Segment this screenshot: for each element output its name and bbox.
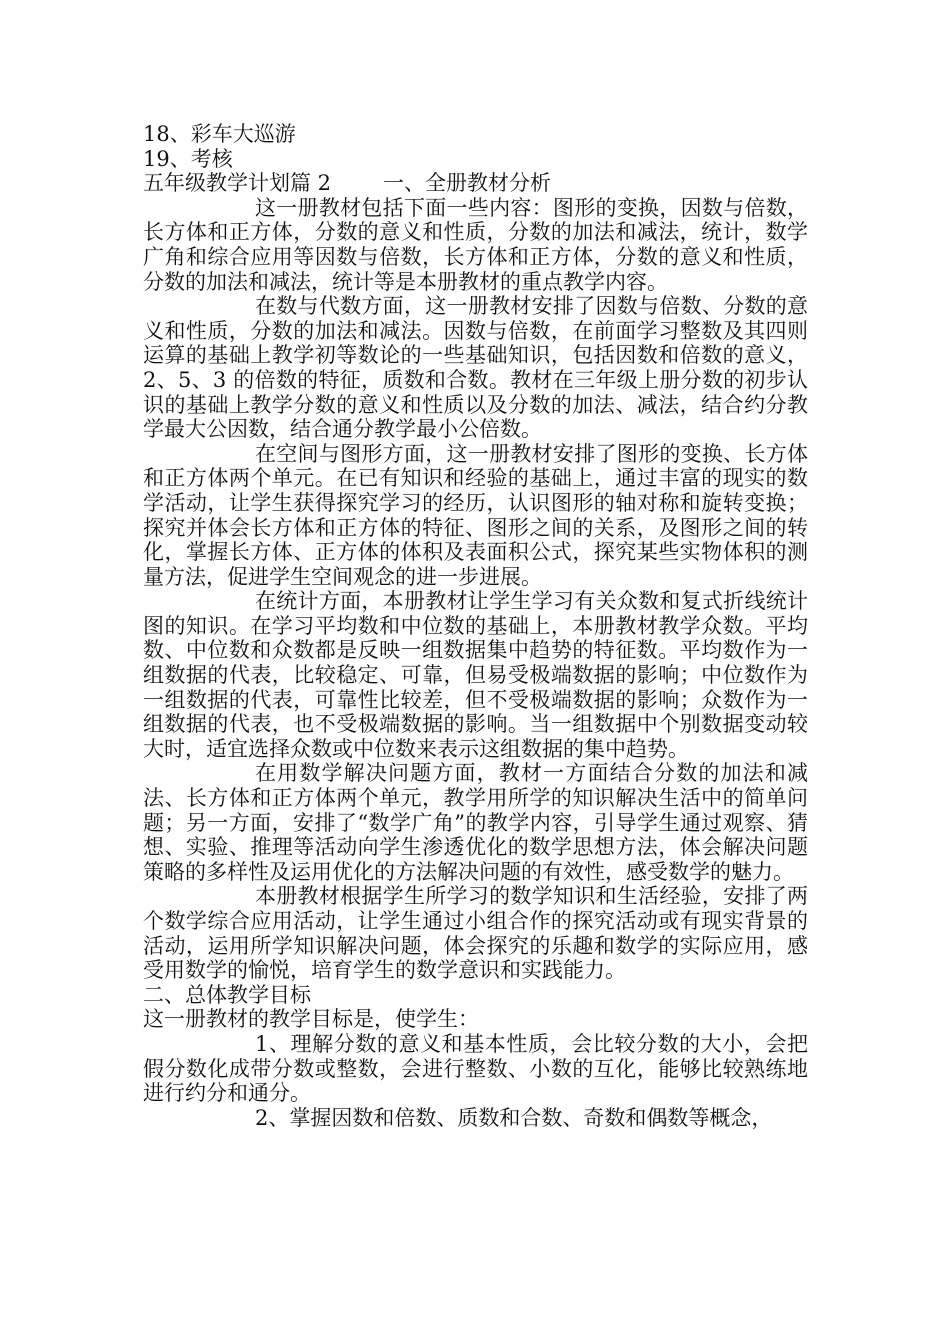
paragraph: 本册教材根据学生所学习的数学知识和生活经验，安排了两个数学综合应用活动，让学生通过小组合作的探究活动或有现实背景的活动，运用所学知识解决问题，体会探究的乐趣和数学的实际应用，感受用数学的愉悦，培育学生的数学意识和实践能力。 [143, 884, 808, 983]
goal-item: 1、理解分数的意义和基本性质，会比较分数的大小，会把假分数化成带分数或整数，会进行整数、小数的互化，能够比较熟练地进行约分和通分。 [143, 1031, 808, 1106]
paragraph: 这一册教材包括下面一些内容：图形的变换，因数与倍数，长方体和正方体，分数的意义和性质，分数的加法和减法，统计，数学广角和综合应用等因数与倍数，长方体和正方体，分数的意义和性质，分数的加法和减法，统计等是本册教材的重点教学内容。 [143, 195, 808, 294]
section-heading: 二、总体教学目标 [143, 982, 311, 1007]
paragraph: 在数与代数方面，这一册教材安排了因数与倍数、分数的意义和性质，分数的加法和减法。因数与倍数，在前面学习整数及其四则运算的基础上教学初等数论的一些基础知识，包括因数和倍数的意义，2、5、3 的倍数的特征，质数和合数。教材在三年级上册分数的初步认识的基础上教学分数的意义和性质以及分数的加法、减法，结合约分教学最大公因数，结合通分教学最小公倍数。 [143, 294, 808, 442]
document-body [143, 122, 808, 1130]
list-item: 19、考核 [143, 146, 233, 171]
paragraph: 在统计方面，本册教材让学生学习有关众数和复式折线统计图的知识。在学习平均数和中位数的基础上，本册教材教学众数。平均数、中位数和众数都是反映一组数据集中趋势的特征数。平均数作为一组数据的代表，比较稳定、可靠，但易受极端数据的影响；中位数作为一组数据的代表，可靠性比较差，但不受极端数据的影响；众数作为一组数据的代表，也不受极端数据的影响。当一组数据中个别数据变动较大时，适宜选择众数或中位数来表示这组数据的集中趋势。 [143, 589, 808, 761]
paragraph: 在空间与图形方面，这一册教材安排了图形的变换、长方体和正方体两个单元。在已有知识和经验的基础上，通过丰富的现实的数学活动，让学生获得探究学习的经历，认识图形的轴对称和旋转变换；探究并体会长方体和正方体的特征、图形之间的关系，及图形之间的转化，掌握长方体、正方体的体积及表面积公式，探究某些实物体积的测量方法，促进学生空间观念的进一步进展。 [143, 441, 808, 589]
goal-item: 2、掌握因数和倍数、质数和合数、奇数和偶数等概念， [255, 1105, 773, 1130]
section-intro: 这一册教材的教学目标是，使学生： [143, 1007, 479, 1032]
list-item: 18、彩车大巡游 [143, 122, 296, 146]
plan-title: 五年级教学计划篇 2 [143, 171, 332, 196]
paragraph: 在用数学解决问题方面，教材一方面结合分数的加法和减法、长方体和正方体两个单元，教学用所学的知识解决生活中的简单问题；另一方面，安排了“数学广角”的教学内容，引导学生通过观察、猜想、实验、推理等活动向学生渗透优化的数学思想方法，体会解决问题策略的多样性及运用优化的方法解决问题的有效性，感受数学的魅力。 [143, 761, 808, 884]
plan-heading [143, 171, 808, 196]
section-heading: 一、全册教材分析 [383, 171, 552, 196]
